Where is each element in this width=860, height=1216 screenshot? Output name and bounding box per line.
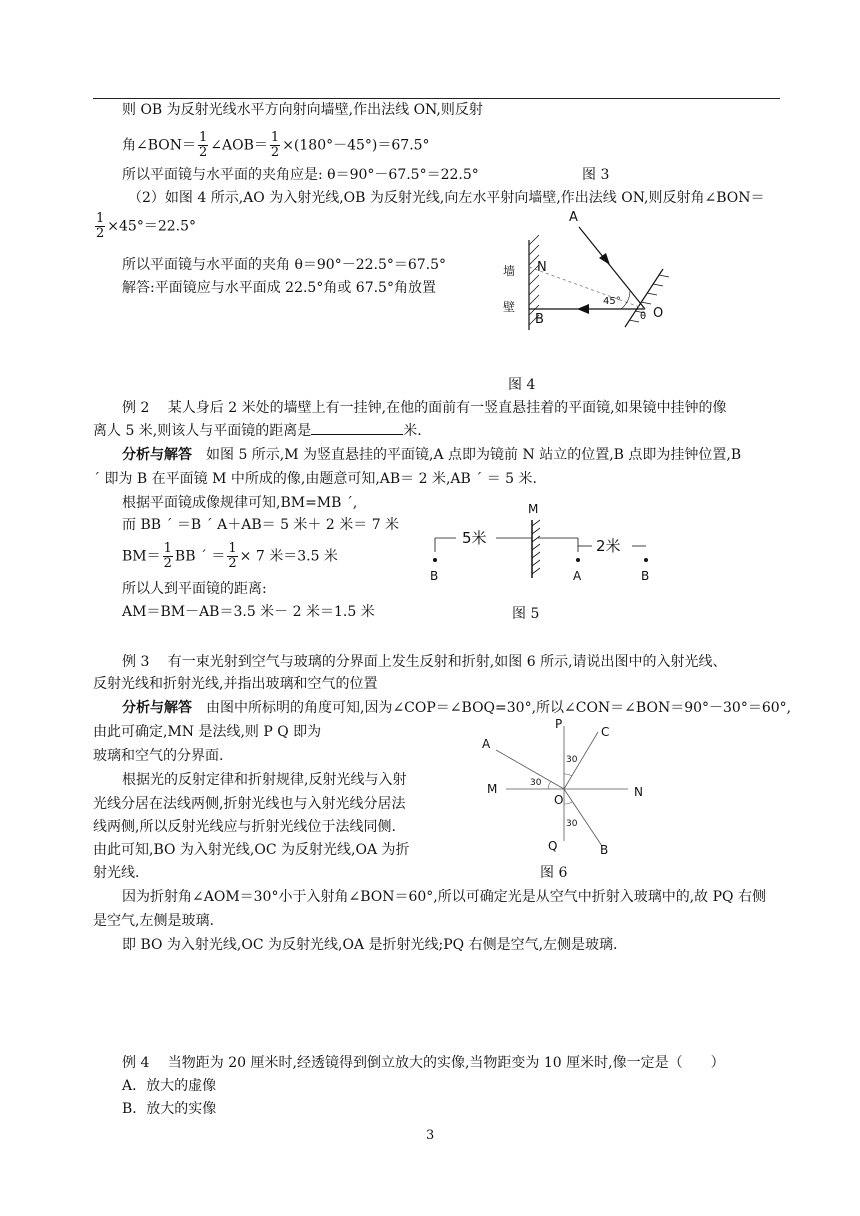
formula-text: ∠AOB＝ <box>210 137 268 154</box>
text-line: 则 OB 为反射光线水平方向射向墙壁,作出法线 ON,则反射 <box>122 102 483 118</box>
section-heading: 分析与解答 <box>122 700 192 716</box>
text-line <box>122 698 791 718</box>
text-span: 米. <box>403 423 422 439</box>
text-line: 因为折射角∠AOM＝30°小于入射角∠BON＝60°,所以可确定光是从空气中折射入玻璃中的,故 PQ 右侧 <box>122 889 766 905</box>
text-line: （2）如图 4 所示,AO 为入射光线,OB 为反射光线,向左水平射向墙壁,作出法线 ON,则反射角∠BON＝ <box>128 190 765 206</box>
denominator: 2 <box>199 145 208 160</box>
formula-text: ×45°＝22.5° <box>107 218 196 235</box>
option-a: A．放大的虚像 <box>122 1078 217 1094</box>
text-line: AM＝BM－AB＝3.5 米－ 2 米＝1.5 米 <box>122 604 375 620</box>
text-line: 即 BO 为入射光线,OC 为反射光线,OA 是折射光线;PQ 右侧是空气,左侧是玻璃. <box>122 937 618 953</box>
text-line: 线两侧,所以反射光线应与折射光线位于法线同侧. <box>93 819 396 835</box>
wall-label-1: 墙 <box>503 264 516 278</box>
text-line: 由此可确定,MN 是法线,则 P Q 即为 <box>93 724 322 740</box>
section-heading: 分析与解答 <box>122 447 192 463</box>
formula-line <box>122 131 430 160</box>
text-line: 由此可知,BO 为入射光线,OC 为反射光线,OA 为折 <box>93 842 410 858</box>
angle-label-bottom: 30 <box>566 819 578 829</box>
text-span: 由图中所标明的角度可知,因为∠COP＝∠BOQ=30°,所以∠CON＝∠BON＝90°－30°＝60°, <box>192 700 792 716</box>
formula-text: BM＝ <box>122 548 161 565</box>
label-q: Q <box>548 839 558 853</box>
answer-blank <box>311 420 403 435</box>
denominator: 2 <box>270 145 280 160</box>
text-line: 所以平面镜与水平面的夹角 θ＝90°－22.5°＝67.5° <box>122 257 447 273</box>
formula-line <box>93 212 196 241</box>
distance-2m: 2米 <box>596 537 621 555</box>
text-line <box>93 420 422 441</box>
formula-line <box>122 542 338 571</box>
denominator: 2 <box>163 556 172 571</box>
text-line: 根据光的反射定律和折射规律,反射光线与入射 <box>122 772 407 788</box>
text-line: 所以人到平面镜的距离: <box>122 581 267 597</box>
label-b: B <box>535 312 544 327</box>
page-number: 3 <box>426 1128 435 1143</box>
text-line: 例 3 有一束光射到空气与玻璃的分界面上发生反射和折射,如图 6 所示,请说出图中的入射光线、 <box>122 654 727 670</box>
numerator: 1 <box>163 541 172 556</box>
label-a: A <box>569 210 578 225</box>
fraction <box>95 212 105 241</box>
label-b: B <box>600 843 609 857</box>
angle-label-left: 30 <box>530 778 542 788</box>
text-line: 例 2 某人身后 2 米处的墙壁上有一挂钟,在他的面前有一竖直悬挂着的平面镜,如果镜中挂钟的像 <box>122 400 727 416</box>
text-line: 射光线. <box>93 865 140 881</box>
formula-text: ×(180°－45°)＝67.5° <box>282 137 430 154</box>
numerator: 1 <box>96 211 105 226</box>
numerator: 1 <box>228 541 237 556</box>
label-p: P <box>555 717 563 731</box>
header-rule <box>93 98 780 99</box>
label-c: C <box>601 725 610 739</box>
figure-5-caption: 图 5 <box>512 606 540 622</box>
numerator: 1 <box>199 130 208 145</box>
text-line: ´ 即为 B 在平面镜 M 中所成的像,由题意可知,AB＝ 2 米,AB ´ ＝ 5 米. <box>93 471 537 487</box>
text-line: 根据平面镜成像规律可知,BM=MB ´, <box>122 495 358 511</box>
text-line: 所以平面镜与水平面的夹角应是: θ＝90°－67.5°＝22.5° <box>122 167 479 183</box>
theta-label: θ <box>640 311 647 322</box>
formula-text: × 7 米＝3.5 米 <box>239 548 338 565</box>
denominator: 2 <box>228 556 237 571</box>
label-o: O <box>653 306 664 321</box>
formula-text: BB ´ ＝ <box>174 548 226 565</box>
text-line: 是空气,左侧是玻璃. <box>93 913 214 929</box>
figure-caption: 图 3 <box>582 167 610 183</box>
text-span: 离人 5 米,则该人与平面镜的距离是 <box>93 423 312 439</box>
label-n: N <box>634 785 643 799</box>
fraction <box>270 131 280 160</box>
text-line <box>122 445 741 465</box>
label-b: B <box>641 569 650 583</box>
label-o: O <box>554 793 564 807</box>
figure-5-diagram <box>420 500 670 590</box>
fraction <box>163 542 173 571</box>
label-a: A <box>482 737 491 751</box>
label-a: A <box>573 569 582 583</box>
numerator: 1 <box>270 130 280 145</box>
label-m: M <box>487 782 498 796</box>
text-span: 如图 5 所示,M 为竖直悬挂的平面镜,A 点即为镜前 N 站立的位置,B 点即为挂钟位置,B <box>192 447 742 463</box>
label-b-image: B <box>430 569 439 583</box>
option-b: B．放大的实像 <box>122 1101 217 1117</box>
label-n: N <box>537 260 547 275</box>
text-line: 解答:平面镜应与水平面成 22.5°角或 67.5°角放置 <box>122 280 436 296</box>
fraction <box>198 131 208 160</box>
fraction <box>227 542 237 571</box>
angle-label: 45° <box>603 296 621 307</box>
text-line: 玻璃和空气的分界面. <box>93 748 224 764</box>
text-line: 例 4 当物距为 20 厘米时,经透镜得到倒立放大的实像,当物距变为 10 厘米时,像一定是（ ） <box>122 1055 725 1071</box>
text-line: 光线分居在法线两侧,折射光线也与入射光线分居法 <box>93 796 406 812</box>
distance-5m: 5米 <box>462 529 487 547</box>
figure-6-diagram <box>478 716 658 866</box>
text-line: 而 BB ´ ＝B ´ A＋AB＝ 5 米＋ 2 米＝ 7 米 <box>122 517 400 533</box>
label-m: M <box>528 502 539 516</box>
figure-4-caption: 图 4 <box>508 377 536 393</box>
denominator: 2 <box>96 226 105 241</box>
text-line: 反射光线和折射光线,并指出玻璃和空气的位置 <box>93 676 378 692</box>
figure-4-diagram <box>495 205 715 335</box>
formula-text: 角∠BON＝ <box>122 137 197 154</box>
figure-6-caption: 图 6 <box>540 865 568 881</box>
wall-label-2: 壁 <box>503 300 516 314</box>
angle-label-top: 30 <box>566 755 578 765</box>
